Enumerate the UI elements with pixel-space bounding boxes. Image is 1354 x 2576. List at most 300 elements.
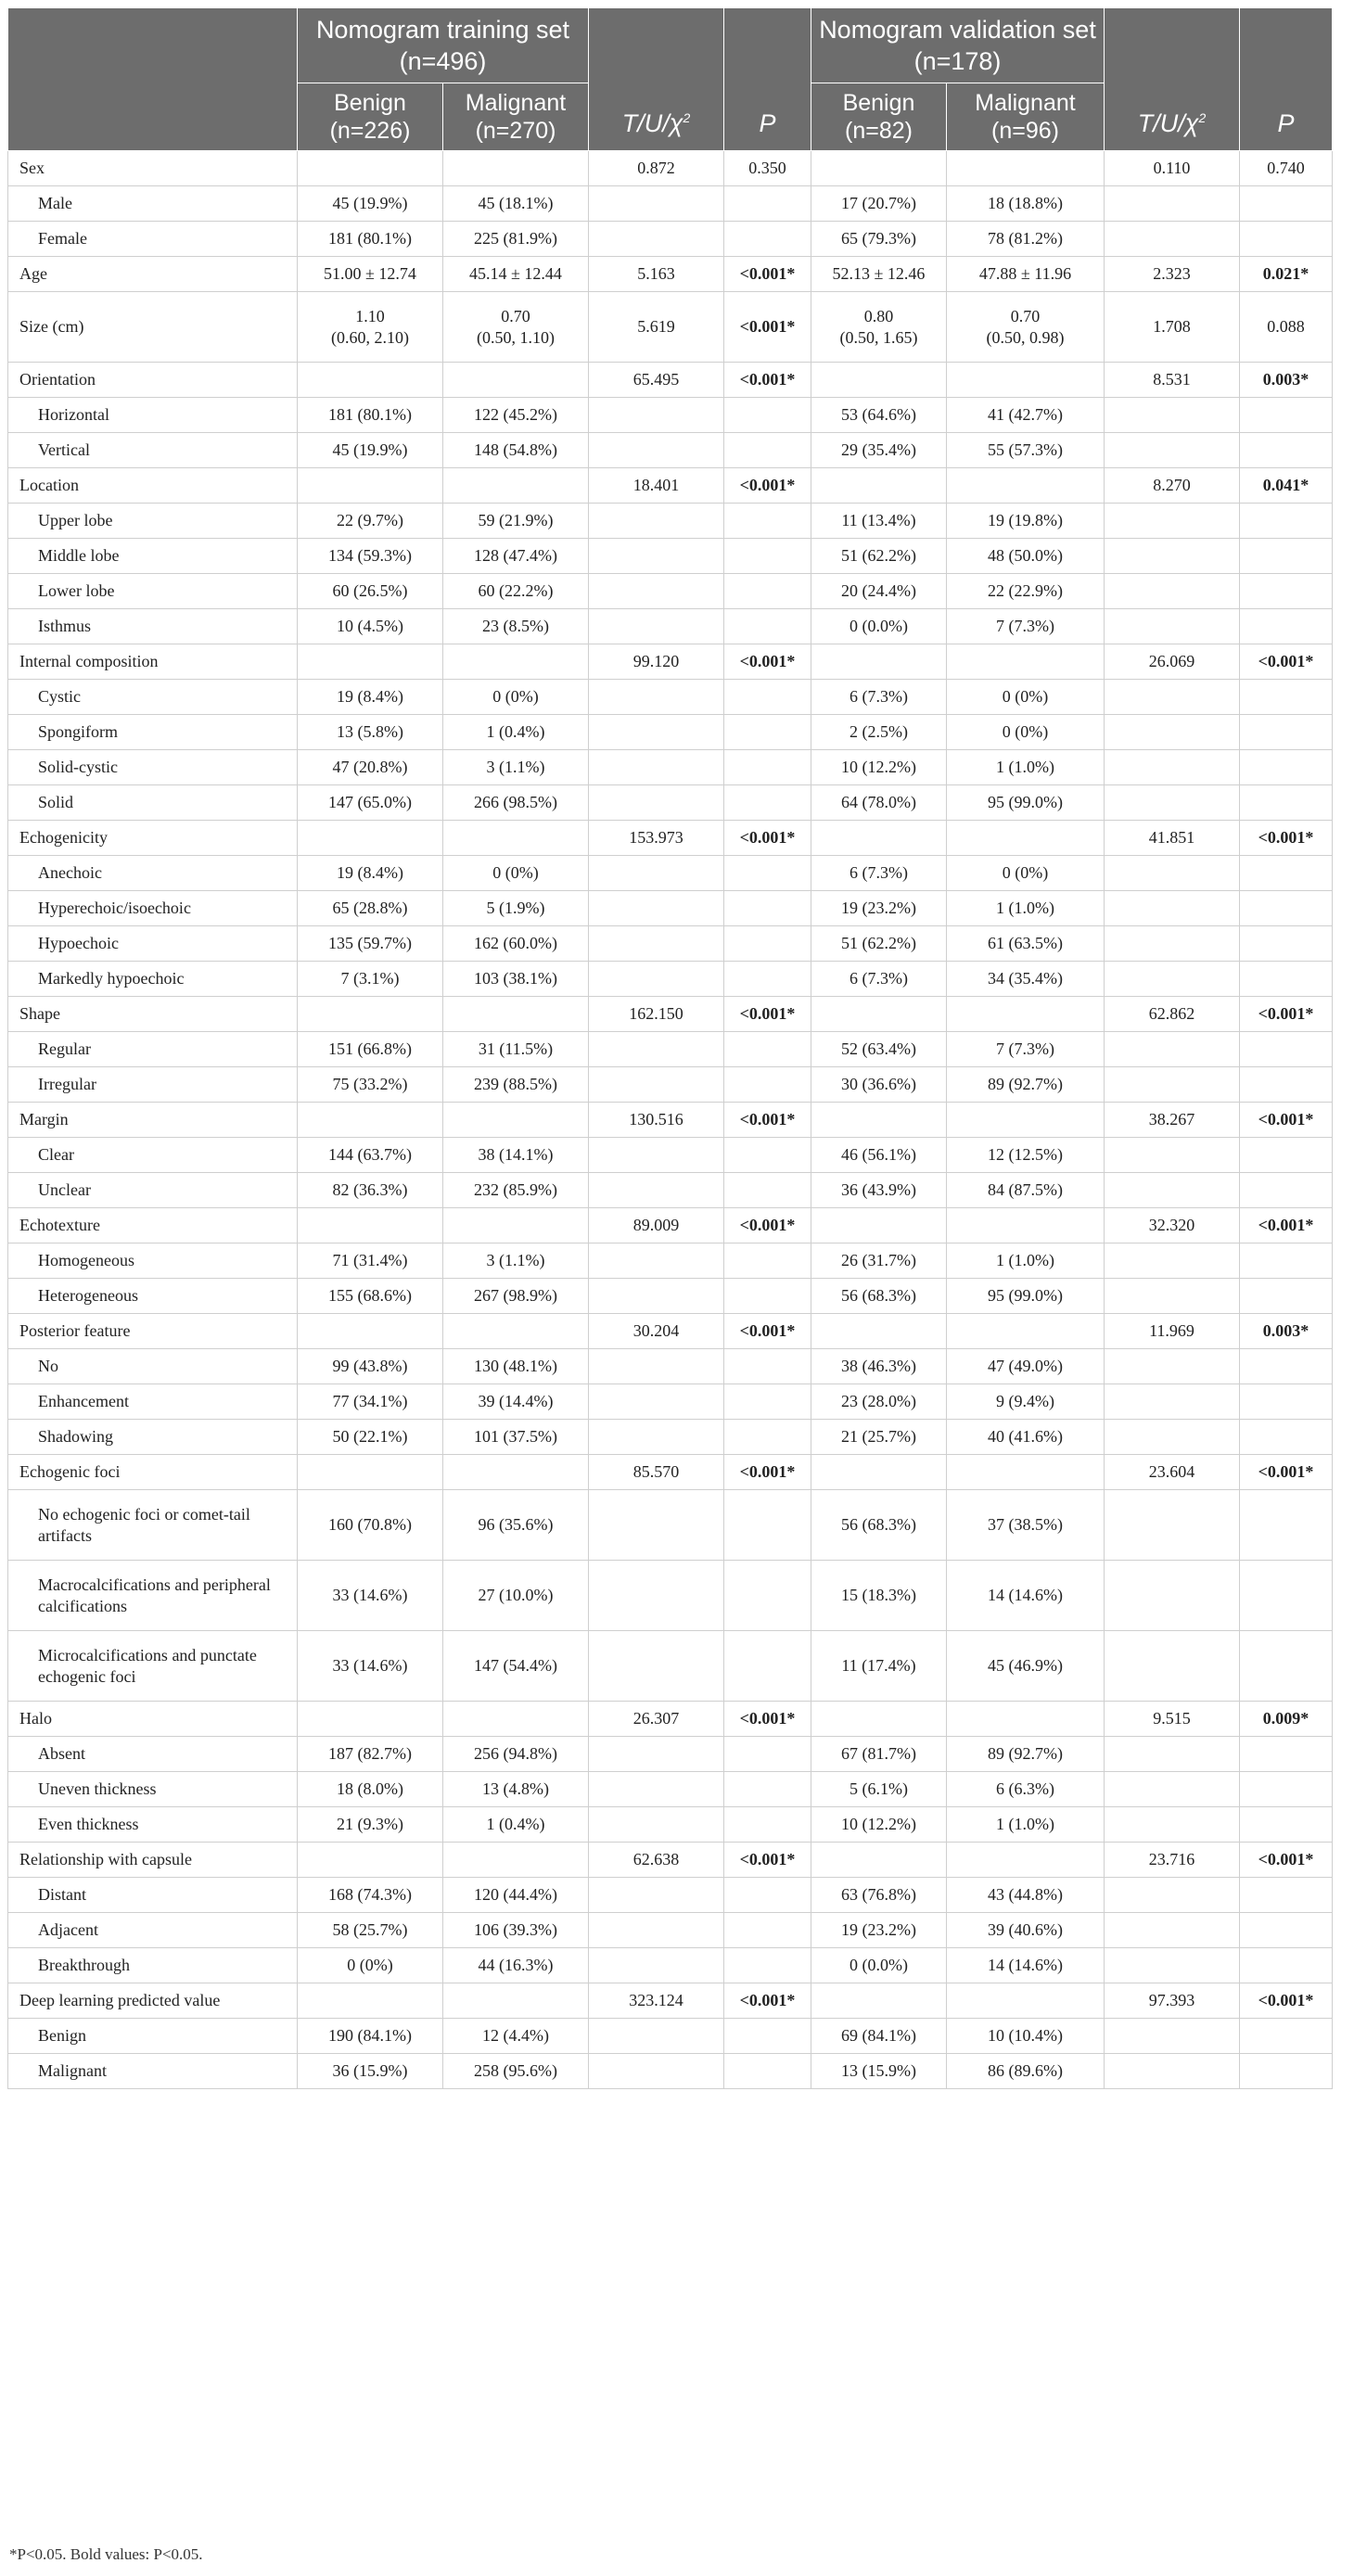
- validation-benign-cell: 10 (12.2%): [811, 750, 947, 785]
- row-label: Echogenic foci: [8, 1455, 298, 1490]
- row-label: Breakthrough: [8, 1948, 298, 1983]
- row-label: Uneven thickness: [8, 1772, 298, 1807]
- training-stat-cell: 89.009: [589, 1208, 724, 1243]
- training-benign-cell: 71 (31.4%): [298, 1243, 443, 1279]
- table-row: [8, 997, 1333, 1032]
- training-stat-cell: [589, 891, 724, 926]
- training-p-cell: <0.001*: [724, 1314, 811, 1349]
- header-p-training: P: [724, 8, 811, 151]
- table-row: [8, 1455, 1333, 1490]
- training-p-cell: <0.001*: [724, 821, 811, 856]
- row-label: Horizontal: [8, 398, 298, 433]
- validation-p-cell: 0.021*: [1240, 257, 1333, 292]
- row-label: Internal composition: [8, 644, 298, 680]
- training-malignant-cell: 45.14 ± 12.44: [443, 257, 589, 292]
- header-blank: [8, 8, 298, 151]
- training-p-cell: [724, 609, 811, 644]
- validation-malignant-cell: 61 (63.5%): [947, 926, 1105, 962]
- validation-p-cell: [1240, 1138, 1333, 1173]
- validation-p-cell: [1240, 1067, 1333, 1103]
- training-p-cell: [724, 504, 811, 539]
- row-label: Shadowing: [8, 1420, 298, 1455]
- table-row: [8, 1772, 1333, 1807]
- validation-p-cell: [1240, 433, 1333, 468]
- training-benign-cell: 1.10 (0.60, 2.10): [298, 292, 443, 363]
- training-p-cell: <0.001*: [724, 1983, 811, 2019]
- header-p-validation: P: [1240, 8, 1333, 151]
- row-label: Margin: [8, 1103, 298, 1138]
- training-stat-cell: 5.619: [589, 292, 724, 363]
- training-benign-cell: 45 (19.9%): [298, 433, 443, 468]
- validation-malignant-cell: 14 (14.6%): [947, 1948, 1105, 1983]
- validation-stat-cell: [1105, 504, 1240, 539]
- table-row: [8, 1067, 1333, 1103]
- training-stat-cell: [589, 856, 724, 891]
- validation-benign-cell: [811, 644, 947, 680]
- validation-malignant-cell: 9 (9.4%): [947, 1384, 1105, 1420]
- training-malignant-cell: 148 (54.8%): [443, 433, 589, 468]
- comparison-table: [7, 7, 1333, 2089]
- validation-stat-cell: [1105, 926, 1240, 962]
- validation-malignant-cell: 47.88 ± 11.96: [947, 257, 1105, 292]
- training-benign-cell: [298, 1208, 443, 1243]
- training-malignant-cell: [443, 1455, 589, 1490]
- validation-p-cell: [1240, 1420, 1333, 1455]
- training-malignant-cell: 1 (0.4%): [443, 715, 589, 750]
- training-malignant-cell: 0.70 (0.50, 1.10): [443, 292, 589, 363]
- validation-malignant-cell: [947, 1314, 1105, 1349]
- training-benign-cell: 21 (9.3%): [298, 1807, 443, 1843]
- validation-p-cell: [1240, 715, 1333, 750]
- validation-benign-cell: 26 (31.7%): [811, 1243, 947, 1279]
- training-benign-cell: 190 (84.1%): [298, 2019, 443, 2054]
- validation-p-cell: [1240, 1243, 1333, 1279]
- training-benign-cell: [298, 644, 443, 680]
- validation-malignant-cell: 39 (40.6%): [947, 1913, 1105, 1948]
- validation-malignant-cell: 40 (41.6%): [947, 1420, 1105, 1455]
- validation-benign-cell: [811, 1208, 947, 1243]
- stat-sup: 2: [683, 110, 691, 125]
- training-stat-cell: [589, 1067, 724, 1103]
- row-label: Markedly hypoechoic: [8, 962, 298, 997]
- training-malignant-cell: [443, 1702, 589, 1737]
- validation-stat-cell: [1105, 962, 1240, 997]
- validation-benign-cell: 52 (63.4%): [811, 1032, 947, 1067]
- validation-malignant-cell: 7 (7.3%): [947, 1032, 1105, 1067]
- training-p-cell: [724, 1173, 811, 1208]
- validation-stat-cell: [1105, 1279, 1240, 1314]
- training-stat-cell: [589, 785, 724, 821]
- validation-p-cell: [1240, 398, 1333, 433]
- validation-stat-cell: [1105, 574, 1240, 609]
- validation-p-cell: <0.001*: [1240, 1208, 1333, 1243]
- training-p-cell: [724, 1490, 811, 1561]
- validation-malignant-cell: 95 (99.0%): [947, 785, 1105, 821]
- training-p-cell: <0.001*: [724, 1103, 811, 1138]
- training-malignant-cell: [443, 1208, 589, 1243]
- validation-p-cell: [1240, 680, 1333, 715]
- training-p-cell: [724, 2054, 811, 2089]
- validation-benign-cell: [811, 151, 947, 186]
- validation-malignant-cell: 34 (35.4%): [947, 962, 1105, 997]
- validation-stat-cell: 11.969: [1105, 1314, 1240, 1349]
- training-benign-cell: 187 (82.7%): [298, 1737, 443, 1772]
- validation-stat-cell: [1105, 1878, 1240, 1913]
- training-p-cell: [724, 1243, 811, 1279]
- validation-p-cell: 0.740: [1240, 151, 1333, 186]
- row-label: Distant: [8, 1878, 298, 1913]
- training-malignant-cell: 0 (0%): [443, 680, 589, 715]
- validation-stat-cell: [1105, 1243, 1240, 1279]
- validation-benign-cell: [811, 1702, 947, 1737]
- training-p-cell: [724, 1772, 811, 1807]
- validation-malignant-cell: 0 (0%): [947, 715, 1105, 750]
- training-stat-cell: [589, 609, 724, 644]
- validation-malignant-cell: 0 (0%): [947, 680, 1105, 715]
- table-row: [8, 1208, 1333, 1243]
- training-benign-cell: 77 (34.1%): [298, 1384, 443, 1420]
- training-p-cell: [724, 750, 811, 785]
- training-stat-cell: [589, 715, 724, 750]
- training-benign-cell: 60 (26.5%): [298, 574, 443, 609]
- header-validation-set: Nomogram validation set (n=178): [811, 8, 1105, 83]
- training-p-cell: <0.001*: [724, 257, 811, 292]
- table-row: [8, 2019, 1333, 2054]
- table-row: [8, 962, 1333, 997]
- training-p-cell: 0.350: [724, 151, 811, 186]
- validation-stat-cell: [1105, 433, 1240, 468]
- training-benign-cell: 155 (68.6%): [298, 1279, 443, 1314]
- training-malignant-cell: 12 (4.4%): [443, 2019, 589, 2054]
- table-row: [8, 1561, 1333, 1631]
- training-p-cell: [724, 186, 811, 222]
- validation-p-cell: [1240, 1349, 1333, 1384]
- validation-stat-cell: [1105, 1490, 1240, 1561]
- validation-p-cell: [1240, 1631, 1333, 1702]
- validation-benign-cell: [811, 1314, 947, 1349]
- row-label: Upper lobe: [8, 504, 298, 539]
- row-label: Middle lobe: [8, 539, 298, 574]
- stat-label: T/U/χ: [621, 109, 683, 137]
- training-malignant-cell: 38 (14.1%): [443, 1138, 589, 1173]
- training-malignant-cell: [443, 468, 589, 504]
- training-malignant-cell: 27 (10.0%): [443, 1561, 589, 1631]
- row-label: Clear: [8, 1138, 298, 1173]
- row-label: Age: [8, 257, 298, 292]
- training-malignant-cell: [443, 1843, 589, 1878]
- table-row: [8, 821, 1333, 856]
- validation-p-cell: 0.041*: [1240, 468, 1333, 504]
- validation-p-cell: [1240, 2054, 1333, 2089]
- table-row: [8, 363, 1333, 398]
- training-p-cell: [724, 398, 811, 433]
- row-label: Shape: [8, 997, 298, 1032]
- training-malignant-cell: 60 (22.2%): [443, 574, 589, 609]
- validation-benign-cell: 0 (0.0%): [811, 1948, 947, 1983]
- footnote: *P<0.05. Bold values: P<0.05.: [9, 2545, 203, 2563]
- validation-stat-cell: 41.851: [1105, 821, 1240, 856]
- training-p-cell: <0.001*: [724, 997, 811, 1032]
- training-benign-cell: 160 (70.8%): [298, 1490, 443, 1561]
- table-row: [8, 856, 1333, 891]
- training-benign-cell: 50 (22.1%): [298, 1420, 443, 1455]
- row-label: Irregular: [8, 1067, 298, 1103]
- table-row: [8, 1843, 1333, 1878]
- training-p-cell: [724, 433, 811, 468]
- training-p-cell: [724, 1032, 811, 1067]
- validation-benign-cell: 36 (43.9%): [811, 1173, 947, 1208]
- row-label: Malignant: [8, 2054, 298, 2089]
- training-malignant-cell: 267 (98.9%): [443, 1279, 589, 1314]
- training-p-cell: [724, 715, 811, 750]
- validation-stat-cell: 26.069: [1105, 644, 1240, 680]
- training-malignant-cell: 3 (1.1%): [443, 1243, 589, 1279]
- validation-malignant-cell: 43 (44.8%): [947, 1878, 1105, 1913]
- training-stat-cell: [589, 1878, 724, 1913]
- validation-stat-cell: 9.515: [1105, 1702, 1240, 1737]
- training-stat-cell: 65.495: [589, 363, 724, 398]
- training-p-cell: [724, 926, 811, 962]
- validation-benign-cell: [811, 997, 947, 1032]
- training-benign-cell: 181 (80.1%): [298, 398, 443, 433]
- validation-malignant-cell: 0 (0%): [947, 856, 1105, 891]
- validation-benign-cell: 5 (6.1%): [811, 1772, 947, 1807]
- validation-benign-cell: 6 (7.3%): [811, 962, 947, 997]
- validation-benign-cell: [811, 1455, 947, 1490]
- row-label: Macrocalcifications and peripheral calcifications: [8, 1561, 298, 1631]
- row-label: Hypoechoic: [8, 926, 298, 962]
- validation-stat-cell: [1105, 539, 1240, 574]
- validation-benign-cell: 64 (78.0%): [811, 785, 947, 821]
- table-row: [8, 1243, 1333, 1279]
- validation-benign-cell: 0 (0.0%): [811, 609, 947, 644]
- training-stat-cell: [589, 1772, 724, 1807]
- training-stat-cell: [589, 2054, 724, 2089]
- validation-stat-cell: [1105, 680, 1240, 715]
- validation-stat-cell: 0.110: [1105, 151, 1240, 186]
- validation-p-cell: [1240, 1948, 1333, 1983]
- training-stat-cell: [589, 1807, 724, 1843]
- training-stat-cell: [589, 1138, 724, 1173]
- validation-stat-cell: [1105, 609, 1240, 644]
- validation-p-cell: [1240, 609, 1333, 644]
- training-benign-cell: 19 (8.4%): [298, 856, 443, 891]
- validation-benign-cell: [811, 363, 947, 398]
- table-row: [8, 1314, 1333, 1349]
- validation-benign-cell: [811, 468, 947, 504]
- validation-malignant-cell: 1 (1.0%): [947, 750, 1105, 785]
- validation-stat-cell: [1105, 1913, 1240, 1948]
- row-label: Heterogeneous: [8, 1279, 298, 1314]
- table-row: [8, 644, 1333, 680]
- validation-stat-cell: 38.267: [1105, 1103, 1240, 1138]
- table-row: [8, 1032, 1333, 1067]
- validation-benign-cell: 11 (13.4%): [811, 504, 947, 539]
- training-stat-cell: [589, 1490, 724, 1561]
- training-malignant-cell: 130 (48.1%): [443, 1349, 589, 1384]
- validation-p-cell: [1240, 962, 1333, 997]
- training-p-cell: [724, 1384, 811, 1420]
- validation-stat-cell: [1105, 186, 1240, 222]
- training-stat-cell: 0.872: [589, 151, 724, 186]
- table-row: [8, 539, 1333, 574]
- training-benign-cell: [298, 1843, 443, 1878]
- validation-p-cell: [1240, 891, 1333, 926]
- header-training-set: Nomogram training set (n=496): [298, 8, 589, 83]
- validation-stat-cell: [1105, 1032, 1240, 1067]
- row-label: Vertical: [8, 433, 298, 468]
- training-malignant-cell: 45 (18.1%): [443, 186, 589, 222]
- table-row: [8, 1384, 1333, 1420]
- training-stat-cell: [589, 1420, 724, 1455]
- validation-malignant-cell: 89 (92.7%): [947, 1737, 1105, 1772]
- training-malignant-cell: 128 (47.4%): [443, 539, 589, 574]
- validation-p-cell: [1240, 1279, 1333, 1314]
- validation-p-cell: [1240, 1032, 1333, 1067]
- table-row: [8, 504, 1333, 539]
- table-row: [8, 1983, 1333, 2019]
- validation-benign-cell: 20 (24.4%): [811, 574, 947, 609]
- validation-benign-cell: 65 (79.3%): [811, 222, 947, 257]
- training-p-cell: [724, 1631, 811, 1702]
- training-stat-cell: [589, 962, 724, 997]
- training-malignant-cell: 59 (21.9%): [443, 504, 589, 539]
- row-label: Regular: [8, 1032, 298, 1067]
- validation-benign-cell: [811, 821, 947, 856]
- training-p-cell: [724, 962, 811, 997]
- row-label: Orientation: [8, 363, 298, 398]
- table-row: [8, 468, 1333, 504]
- training-benign-cell: [298, 1983, 443, 2019]
- validation-malignant-cell: 41 (42.7%): [947, 398, 1105, 433]
- validation-p-cell: <0.001*: [1240, 997, 1333, 1032]
- validation-benign-cell: 63 (76.8%): [811, 1878, 947, 1913]
- training-malignant-cell: [443, 151, 589, 186]
- training-benign-cell: 51.00 ± 12.74: [298, 257, 443, 292]
- validation-p-cell: <0.001*: [1240, 1455, 1333, 1490]
- training-stat-cell: 162.150: [589, 997, 724, 1032]
- training-benign-cell: 147 (65.0%): [298, 785, 443, 821]
- row-label: No echogenic foci or comet-tail artifacts: [8, 1490, 298, 1561]
- validation-p-cell: [1240, 539, 1333, 574]
- table-row: [8, 1702, 1333, 1737]
- training-p-cell: <0.001*: [724, 292, 811, 363]
- validation-p-cell: 0.003*: [1240, 1314, 1333, 1349]
- table-row: [8, 398, 1333, 433]
- validation-stat-cell: 23.716: [1105, 1843, 1240, 1878]
- validation-p-cell: <0.001*: [1240, 1103, 1333, 1138]
- table-row: [8, 222, 1333, 257]
- training-benign-cell: [298, 997, 443, 1032]
- row-label: Unclear: [8, 1173, 298, 1208]
- training-p-cell: [724, 2019, 811, 2054]
- training-p-cell: [724, 1737, 811, 1772]
- training-stat-cell: 130.516: [589, 1103, 724, 1138]
- training-malignant-cell: [443, 644, 589, 680]
- row-label: Deep learning predicted value: [8, 1983, 298, 2019]
- training-malignant-cell: 3 (1.1%): [443, 750, 589, 785]
- table-row: [8, 257, 1333, 292]
- training-stat-cell: [589, 504, 724, 539]
- validation-stat-cell: [1105, 715, 1240, 750]
- training-malignant-cell: [443, 997, 589, 1032]
- validation-p-cell: [1240, 1878, 1333, 1913]
- training-p-cell: <0.001*: [724, 1702, 811, 1737]
- validation-benign-cell: 19 (23.2%): [811, 891, 947, 926]
- training-benign-cell: [298, 151, 443, 186]
- table-row: [8, 1173, 1333, 1208]
- validation-benign-cell: 52.13 ± 12.46: [811, 257, 947, 292]
- validation-malignant-cell: 47 (49.0%): [947, 1349, 1105, 1384]
- table-row: [8, 1103, 1333, 1138]
- validation-malignant-cell: 45 (46.9%): [947, 1631, 1105, 1702]
- validation-benign-cell: 0.80 (0.50, 1.65): [811, 292, 947, 363]
- training-p-cell: <0.001*: [724, 644, 811, 680]
- row-label: Isthmus: [8, 609, 298, 644]
- training-stat-cell: 85.570: [589, 1455, 724, 1490]
- table-row: [8, 785, 1333, 821]
- training-p-cell: <0.001*: [724, 468, 811, 504]
- table-row: [8, 680, 1333, 715]
- row-label: Sex: [8, 151, 298, 186]
- validation-malignant-cell: 48 (50.0%): [947, 539, 1105, 574]
- validation-stat-cell: [1105, 1173, 1240, 1208]
- training-benign-cell: 47 (20.8%): [298, 750, 443, 785]
- validation-stat-cell: [1105, 1807, 1240, 1843]
- validation-benign-cell: 56 (68.3%): [811, 1279, 947, 1314]
- training-stat-cell: [589, 680, 724, 715]
- training-p-cell: [724, 680, 811, 715]
- training-stat-cell: [589, 398, 724, 433]
- training-p-cell: [724, 1349, 811, 1384]
- validation-malignant-cell: 22 (22.9%): [947, 574, 1105, 609]
- validation-p-cell: [1240, 785, 1333, 821]
- training-p-cell: <0.001*: [724, 1208, 811, 1243]
- validation-benign-cell: 17 (20.7%): [811, 186, 947, 222]
- training-p-cell: [724, 574, 811, 609]
- training-p-cell: [724, 1067, 811, 1103]
- table-body: [8, 151, 1333, 2089]
- row-label: Size (cm): [8, 292, 298, 363]
- training-malignant-cell: 147 (54.4%): [443, 1631, 589, 1702]
- row-label: Cystic: [8, 680, 298, 715]
- validation-benign-cell: [811, 1843, 947, 1878]
- training-malignant-cell: 232 (85.9%): [443, 1173, 589, 1208]
- row-label: Echotexture: [8, 1208, 298, 1243]
- row-label: Solid: [8, 785, 298, 821]
- validation-benign-cell: 51 (62.2%): [811, 926, 947, 962]
- validation-malignant-cell: [947, 1208, 1105, 1243]
- training-benign-cell: 22 (9.7%): [298, 504, 443, 539]
- validation-benign-cell: 21 (25.7%): [811, 1420, 947, 1455]
- validation-malignant-cell: 95 (99.0%): [947, 1279, 1105, 1314]
- validation-malignant-cell: [947, 363, 1105, 398]
- training-p-cell: [724, 891, 811, 926]
- validation-p-cell: <0.001*: [1240, 644, 1333, 680]
- validation-malignant-cell: [947, 468, 1105, 504]
- table-row: [8, 1878, 1333, 1913]
- training-stat-cell: 153.973: [589, 821, 724, 856]
- row-label: Halo: [8, 1702, 298, 1737]
- row-label: Lower lobe: [8, 574, 298, 609]
- table-row: [8, 1807, 1333, 1843]
- validation-stat-cell: [1105, 222, 1240, 257]
- training-malignant-cell: 44 (16.3%): [443, 1948, 589, 1983]
- training-malignant-cell: 0 (0%): [443, 856, 589, 891]
- training-p-cell: [724, 1913, 811, 1948]
- validation-benign-cell: 46 (56.1%): [811, 1138, 947, 1173]
- training-benign-cell: 99 (43.8%): [298, 1349, 443, 1384]
